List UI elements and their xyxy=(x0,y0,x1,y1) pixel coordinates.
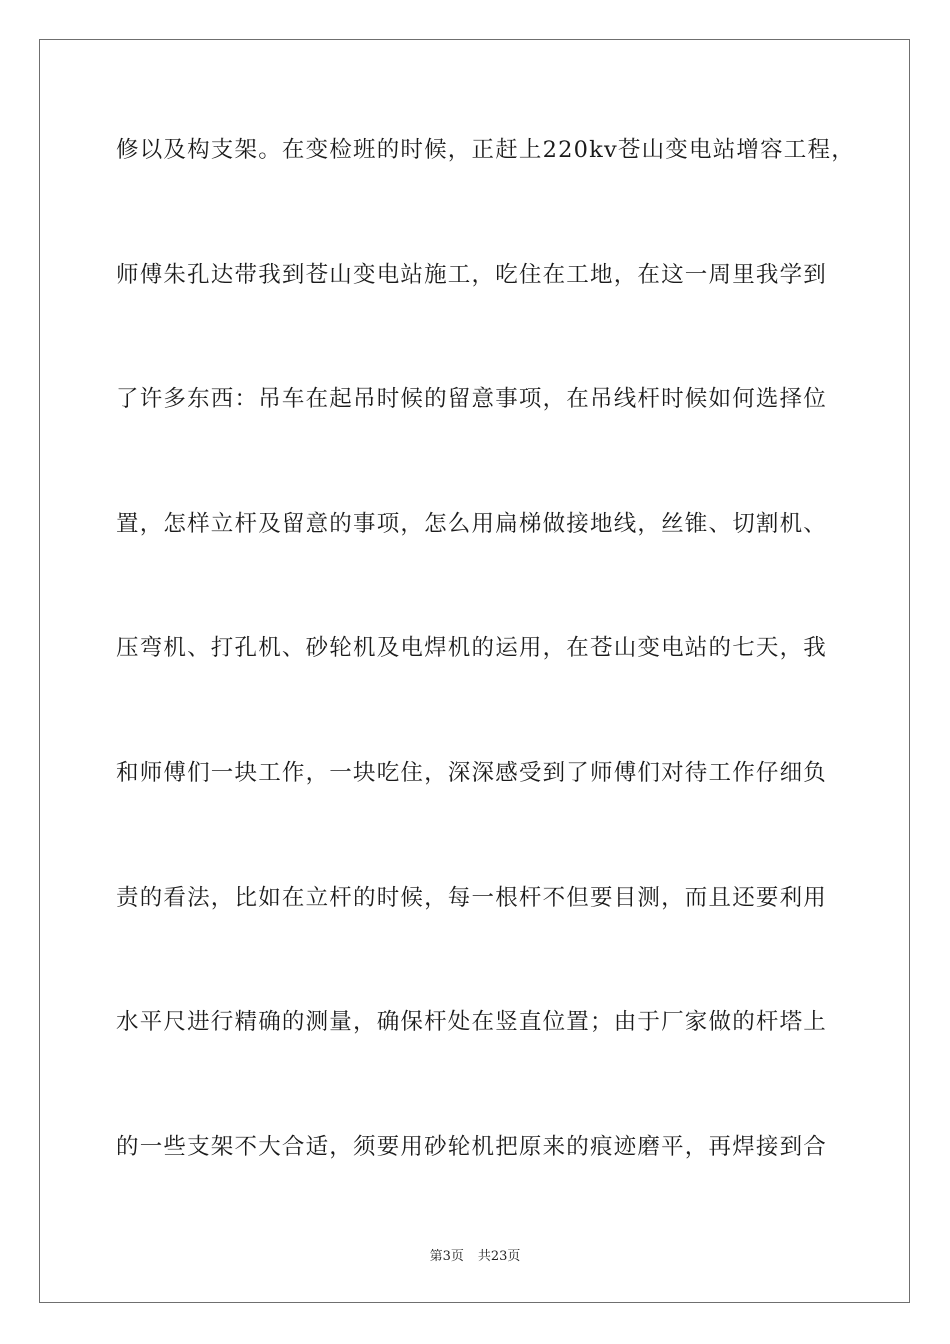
page-number: 第3页 xyxy=(429,1249,464,1264)
body-line: 师傅朱孔达带我到苍山变电站施工，吃住在工地，在这一周里我学到 xyxy=(116,261,828,288)
body-line: 的一些支架不大合适，须要用砂轮机把原来的痕迹磨平，再焊接到合 xyxy=(116,1133,828,1160)
body-line: 水平尺进行精确的测量，确保杆处在竖直位置；由于厂家做的杆塔上 xyxy=(116,1009,828,1036)
page-footer xyxy=(0,1247,950,1267)
body-line: 压弯机、打孔机、砂轮机及电焊机的运用，在苍山变电站的七天，我 xyxy=(116,635,828,662)
body-line: 责的看法，比如在立杆的时候，每一根杆不但要目测，而且还要利用 xyxy=(116,884,828,911)
document-body xyxy=(116,126,855,1251)
body-line: 修以及构支架。在变检班的时候，正赶上220kv苍山变电站增容工程， xyxy=(116,137,855,163)
body-line: 了许多东西：吊车在起吊时候的留意事项，在吊线杆时候如何选择位 xyxy=(116,386,828,413)
body-line: 置，怎样立杆及留意的事项，怎么用扁梯做接地线，丝锥、切割机、 xyxy=(116,510,828,537)
body-line: 和师傅们一块工作，一块吃住，深深感受到了师傅们对待工作仔细负 xyxy=(116,759,828,786)
page-total: 共23页 xyxy=(477,1249,521,1264)
